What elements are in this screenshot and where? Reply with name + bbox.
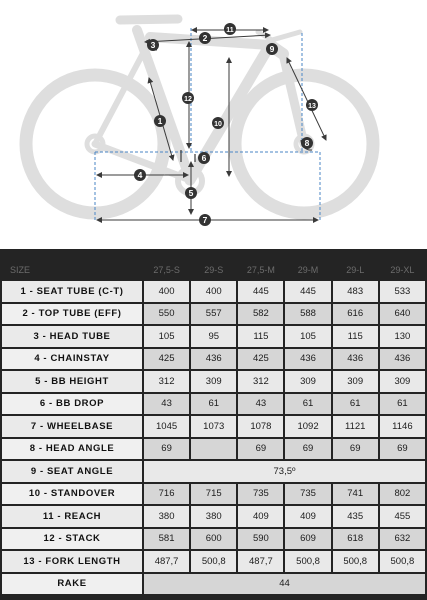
value-cell: 600 [191,529,236,550]
value-cell: 455 [380,506,425,527]
value-cell: 105 [144,326,189,347]
table-row [2,416,425,437]
value-cell: 425 [144,349,189,370]
table-row [2,551,425,572]
callout-4 [134,169,146,181]
value-cell: 436 [333,349,378,370]
value-cell: 487,7 [238,551,283,572]
value-cell: 1146 [380,416,425,437]
value-cell: 115 [333,326,378,347]
value-cell: 582 [238,304,283,325]
value-cell: 436 [285,349,330,370]
value-cell: 95 [191,326,236,347]
value-cell: 1073 [191,416,236,437]
value-cell: 445 [285,281,330,302]
row-label: 11 - REACH [2,506,142,527]
table-row [2,529,425,550]
table-row [2,484,425,505]
value-cell: 735 [285,484,330,505]
value-cell: 69 [238,439,283,460]
value-cell: 735 [238,484,283,505]
svg-text:4: 4 [137,170,143,180]
value-cell: 105 [285,326,330,347]
value-cell: 43 [144,394,189,415]
table-row [2,394,425,415]
svg-text:9: 9 [269,44,275,54]
table-row [2,506,425,527]
table-row [2,349,425,370]
svg-text:12: 12 [184,96,192,103]
table-row [2,326,425,347]
value-cell: 380 [191,506,236,527]
value-cell: 1045 [144,416,189,437]
table-row [2,439,425,460]
table-row [2,574,425,595]
value-cell: 487,7 [144,551,189,572]
callout-12 [182,92,194,104]
value-cell: 609 [285,529,330,550]
value-cell: 618 [333,529,378,550]
callout-9 [266,43,278,55]
row-label: 6 - BB DROP [2,394,142,415]
value-cell: 500,8 [285,551,330,572]
svg-text:5: 5 [188,188,194,198]
value-cell: 533 [380,281,425,302]
merged-value-cell: 73,5º [144,461,425,482]
value-cell: 312 [144,371,189,392]
svg-text:6: 6 [201,153,207,163]
table-header-row [2,261,425,279]
size-column-header: 29-L [333,261,378,279]
size-column-header: 29-M [285,261,330,279]
value-cell: 550 [144,304,189,325]
svg-text:7: 7 [202,215,208,225]
value-cell: 640 [380,304,425,325]
size-column-header: 27,5-S [144,261,189,279]
row-label: 13 - FORK LENGTH [2,551,142,572]
value-cell: 69 [144,439,189,460]
value-cell: 309 [380,371,425,392]
value-cell: 435 [333,506,378,527]
svg-text:11: 11 [226,27,234,34]
bike-geometry-diagram [0,0,427,249]
value-cell: 436 [191,349,236,370]
callout-2 [199,32,211,44]
value-cell: 715 [191,484,236,505]
size-column-header: 29-S [191,261,236,279]
row-label: 1 - SEAT TUBE (C-T) [2,281,142,302]
value-cell: 61 [333,394,378,415]
geometry-table [0,259,427,596]
table-row [2,281,425,302]
svg-text:3: 3 [150,40,156,50]
value-cell: 309 [285,371,330,392]
row-label: 10 - STANDOVER [2,484,142,505]
callout-1 [154,115,166,127]
value-cell: 312 [238,371,283,392]
value-cell: 557 [191,304,236,325]
value-cell: 309 [333,371,378,392]
dimension-lines [97,30,326,220]
value-cell: 590 [238,529,283,550]
row-label: 5 - BB HEIGHT [2,371,142,392]
value-cell: 115 [238,326,283,347]
value-cell: 581 [144,529,189,550]
callout-13 [306,99,318,111]
svg-text:2: 2 [202,33,208,43]
row-label: 7 - WHEELBASE [2,416,142,437]
value-cell: 61 [380,394,425,415]
value-cell: 61 [285,394,330,415]
value-cell [191,439,236,460]
value-cell: 69 [380,439,425,460]
callout-11 [224,23,236,35]
callout-3 [147,39,159,51]
svg-text:8: 8 [304,138,310,148]
size-column-header: 27,5-M [238,261,283,279]
value-cell: 130 [380,326,425,347]
value-cell: 400 [191,281,236,302]
value-cell: 632 [380,529,425,550]
value-cell: 445 [238,281,283,302]
callout-10 [212,117,224,129]
value-cell: 1092 [285,416,330,437]
row-label: 3 - HEAD TUBE [2,326,142,347]
value-cell: 741 [333,484,378,505]
row-label: RAKE [2,574,142,595]
table-row [2,304,425,325]
value-cell: 500,8 [191,551,236,572]
callout-5 [185,187,197,199]
value-cell: 483 [333,281,378,302]
size-header: SIZE [2,261,142,279]
row-label: 9 - SEAT ANGLE [2,461,142,482]
value-cell: 425 [238,349,283,370]
value-cell: 500,8 [333,551,378,572]
svg-text:1: 1 [157,116,163,126]
value-cell: 69 [333,439,378,460]
value-cell: 380 [144,506,189,527]
row-label: 4 - CHAINSTAY [2,349,142,370]
row-label: 2 - TOP TUBE (EFF) [2,304,142,325]
value-cell: 409 [285,506,330,527]
value-cell: 500,8 [380,551,425,572]
value-cell: 409 [238,506,283,527]
value-cell: 69 [285,439,330,460]
row-label: 8 - HEAD ANGLE [2,439,142,460]
svg-text:13: 13 [308,103,316,110]
svg-text:10: 10 [214,121,222,128]
callout-8 [301,137,313,149]
value-cell: 400 [144,281,189,302]
value-cell: 802 [380,484,425,505]
value-cell: 1078 [238,416,283,437]
value-cell: 309 [191,371,236,392]
merged-value-cell: 44 [144,574,425,595]
value-cell: 61 [191,394,236,415]
callout-6 [198,152,210,164]
value-cell: 43 [238,394,283,415]
table-row [2,461,425,482]
table-row [2,371,425,392]
value-cell: 588 [285,304,330,325]
value-cell: 716 [144,484,189,505]
size-column-header: 29-XL [380,261,425,279]
row-label: 12 - STACK [2,529,142,550]
bike-silhouette [26,19,373,213]
value-cell: 616 [333,304,378,325]
value-cell: 436 [380,349,425,370]
value-cell: 1121 [333,416,378,437]
callout-7 [199,214,211,226]
